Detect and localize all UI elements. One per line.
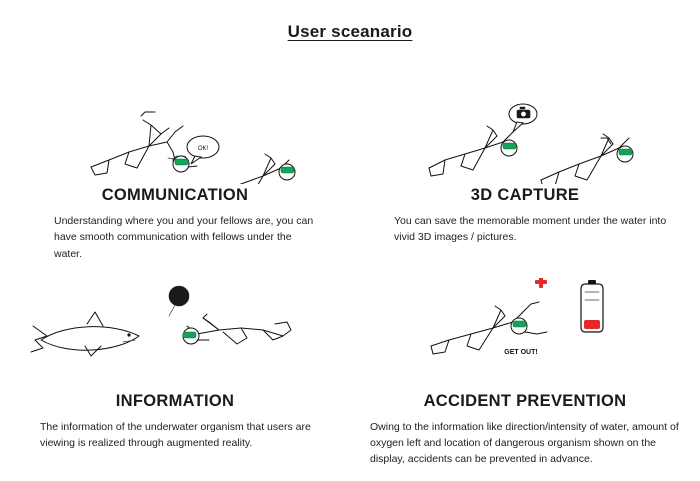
diver-icon [183,314,291,344]
info-bubble-label: i [177,290,181,301]
diver-pair-illustration [25,72,325,184]
illustration-information [12,278,338,390]
panel-body-information: The information of the underwater organism that users are viewing is realized through augmented reality. [40,420,311,450]
shout-text: GET OUT! [504,348,538,356]
panel-heading-accident-prevention: ACCIDENT PREVENTION [423,391,627,410]
diver-icon [431,302,547,354]
panel-accident-prevention [350,278,700,468]
panel-communication [0,72,350,262]
panel-body-3d-capture: You can save the memorable moment under the water into vivid 3D images / pictures. [394,215,667,244]
panel-heading-communication: COMMUNICATION [101,186,249,204]
illustration-3d-capture [362,72,688,184]
illustration-communication [12,72,338,184]
poster-page [0,22,700,481]
panel-body-accident-prevention: Owing to the information like direction/intensity of water, amount of oxygen left and location of dangerous organism shown on the display, accidents can be prevented in advance. [370,420,679,466]
page-title: User sceanario [287,22,413,41]
panel-grid [0,72,700,468]
illustration-accident-prevention [362,278,688,390]
panel-heading-information: INFORMATION [115,391,235,410]
camera-bubble-icon [509,104,537,132]
panel-body-communication: Understanding where you and your fellows are, you can have smooth communication with fellows under the water. [54,215,314,260]
diver-icon-2 [541,134,633,184]
battery-low-icon [581,280,603,332]
diver-alert-illustration [375,278,675,388]
shark-diver-illustration [25,278,325,388]
diver-icon [429,126,517,176]
diver-icon [91,112,183,175]
speech-bubble-icon [187,136,219,164]
plus-alert-icon [535,278,547,288]
panel-3d-capture [350,72,700,262]
panel-information [0,278,350,468]
panel-heading-3d-capture: 3D CAPTURE [470,186,580,204]
diver-icon-2 [203,154,295,184]
info-bubble-icon [169,286,189,316]
shark-icon [31,312,139,356]
bubble-label: OK! [197,146,209,152]
diver-camera-illustration [375,72,675,184]
shout-label [504,349,537,356]
